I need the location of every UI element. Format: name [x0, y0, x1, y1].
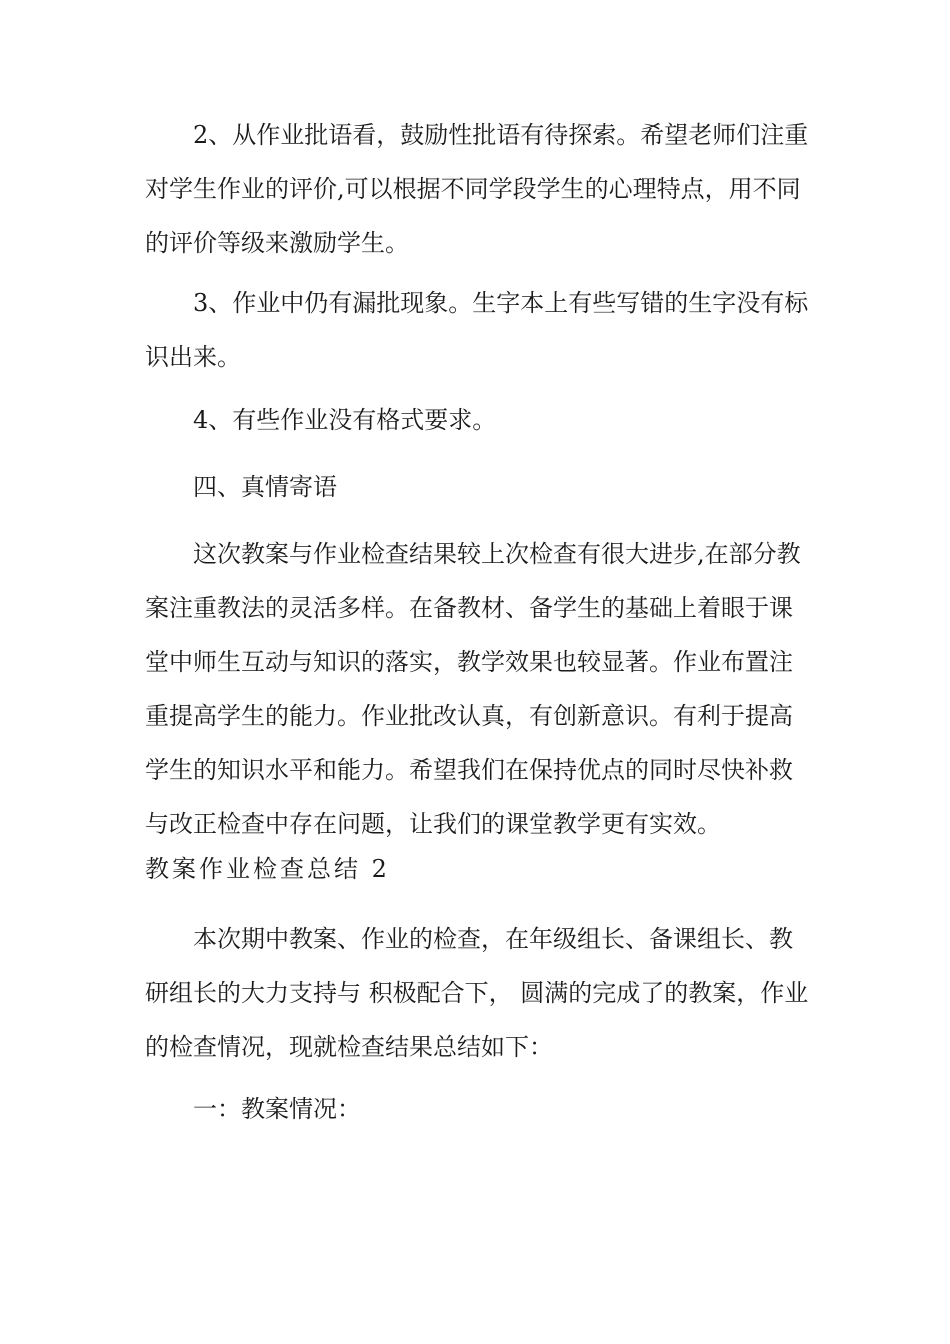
paragraph-missed-grading: 3、作业中仍有漏批现象。生字本上有些写错的生字没有标识出来。 — [145, 289, 809, 371]
paragraph-homework-comments: 2、从作业批语看，鼓励性批语有待探索。希望老师们注重对学生作业的评价,可以根据不同学段学生的心理特点，用不同的评价等级来激励学生。 — [145, 121, 809, 257]
paragraph-midterm-check: 本次期中教案、作业的检查，在年级组长、备课组长、教研组长的大力支持与 积极配合下， 圆满的完成了的教案，作业的检查情况，现就检查结果总结如下： — [145, 925, 809, 1061]
section-heading-lesson-plans: 一：教案情况： — [193, 1095, 361, 1123]
paragraph-format-requirements: 4、有些作业没有格式要求。 — [193, 406, 497, 434]
document-section-title: 教案作业检查总结 2 — [145, 855, 390, 883]
section-heading-message: 四、真情寄语 — [193, 473, 337, 501]
paragraph-summary-progress: 这次教案与作业检查结果较上次检查有很大进步,在部分教案注重教法的灵活多样。在备教材、备学生的基础上着眼于课堂中师生互动与知识的落实，教学效果也较显著。作业布置注重提高学生的能力。作业批改认真，有创新意识。有利于提高学生的知识水平和能力。希望我们在保持优点的同时尽快补救与改正检查中存在问题，让我们的课堂教学更有实效。 — [145, 540, 801, 838]
